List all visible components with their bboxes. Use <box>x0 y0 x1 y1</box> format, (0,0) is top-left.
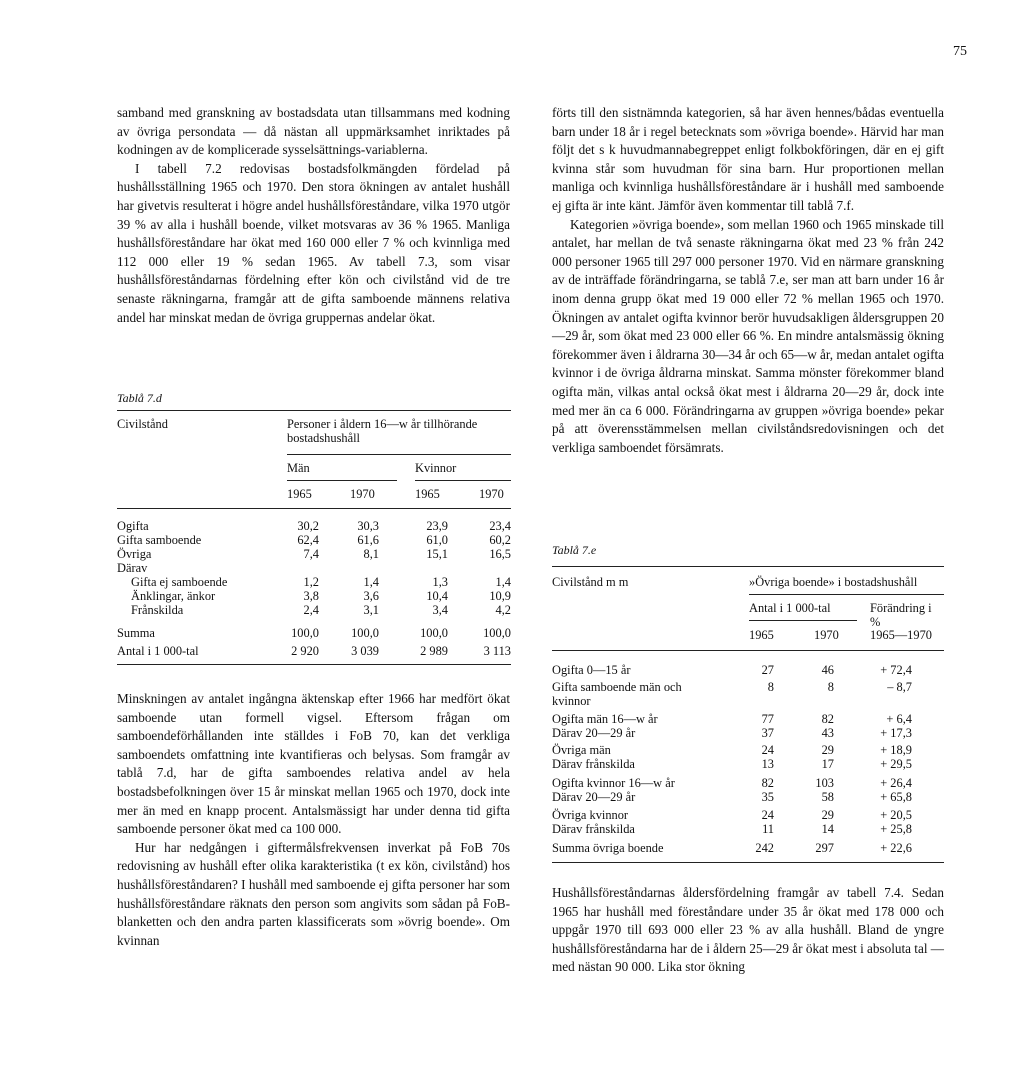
summa-value: 297 <box>815 841 834 855</box>
row-value: 1,4 <box>495 575 511 589</box>
summa-value: 100,0 <box>351 626 379 640</box>
antal-label: Antal i 1 000-tal <box>117 644 199 658</box>
row-value: 16,5 <box>489 547 511 561</box>
table-e-label: Tablå 7.e <box>552 543 597 557</box>
row-value: + 6,4 <box>886 712 912 726</box>
summa-value: + 22,6 <box>880 841 912 855</box>
row-value: 15,1 <box>426 547 448 561</box>
row-label: Därav 20—29 år <box>552 790 636 804</box>
table-group-header: Kvinnor <box>415 461 457 475</box>
row-value: 29 <box>821 743 834 757</box>
row-value: – 8,7 <box>887 680 912 694</box>
row-label: Ogifta <box>117 519 149 533</box>
row-value: 27 <box>761 663 774 677</box>
row-value: 8,1 <box>363 547 379 561</box>
table-year-header: 1970 <box>479 487 504 501</box>
row-label: Därav <box>117 561 148 575</box>
table-rule <box>415 480 511 481</box>
row-value: 37 <box>761 726 774 740</box>
row-value: + 17,3 <box>880 726 912 740</box>
table-year-header: 1965 <box>287 487 312 501</box>
row-value: 10,4 <box>426 589 448 603</box>
row-value: 103 <box>815 776 834 790</box>
table-group-header: Män <box>287 461 310 475</box>
table-header: Personer i åldern 16—w år tillhörande bostadshushåll <box>287 417 478 445</box>
row-label: Gifta ej samboende <box>131 575 228 589</box>
table-rule <box>117 410 511 411</box>
row-label: Frånskilda <box>131 603 184 617</box>
table-header: Civilstånd m m <box>552 575 629 589</box>
left-column-top-text <box>117 104 510 327</box>
table-rule <box>552 650 944 651</box>
row-label: Övriga kvinnor <box>552 808 629 822</box>
row-value: 61,6 <box>357 533 379 547</box>
row-value: 24 <box>761 743 774 757</box>
row-value: 1,2 <box>303 575 319 589</box>
page-number: 75 <box>953 44 967 59</box>
row-value: 4,2 <box>495 603 511 617</box>
table-rule <box>749 620 857 621</box>
row-value: + 72,4 <box>880 663 912 677</box>
row-value: 8 <box>767 680 774 694</box>
row-label: Ogifta kvinnor 16—w år <box>552 776 675 790</box>
row-value: 58 <box>821 790 834 804</box>
row-label: Därav 20—29 år <box>552 726 636 740</box>
row-value: 17 <box>821 757 834 771</box>
paragraph: Hur har nedgången i giftermålsfrekvensen inverkat på FoB 70s redovisning av hushåll efter olika karakteristika (t ex kön, civilstånd) hos hushållsföreståndaren? I hushåll med samboende ej gifta personer har som hushållsföreståndare räknats den person som angivits som sådan på FoB-blanketten och den andra parten klassificerats som »övrig boende». Om kvinnan <box>117 839 510 948</box>
table-rule <box>552 862 944 863</box>
row-value: 3,1 <box>363 603 379 617</box>
table-year-header: 1965—1970 <box>870 628 932 642</box>
row-label: Därav frånskilda <box>552 822 635 836</box>
row-value: 60,2 <box>489 533 511 547</box>
table-rule <box>287 480 397 481</box>
row-label: Gifta samboende <box>117 533 202 547</box>
table-d-label: Tablå 7.d <box>117 391 162 405</box>
row-value: 61,0 <box>426 533 448 547</box>
summa-label: Summa övriga boende <box>552 841 664 855</box>
row-value: 11 <box>762 822 774 836</box>
paragraph: Hushållsföreståndarnas åldersfördelning framgår av tabell 7.4. Sedan 1965 har hushåll med föreståndare under 35 år ökat med 178 000 och uppgår 1970 till 693 000 eller 23 % av alla hushåll. Bland de yngre hushållsföreståndarna har de i åldern 25—29 år ökat mest i absoluta tal — med nästan 90 000. Lika stor ökning <box>552 885 944 975</box>
row-label: Änklingar, änkor <box>131 589 216 603</box>
summa-value: 100,0 <box>420 626 448 640</box>
row-value: + 25,8 <box>880 822 912 836</box>
row-value: + 18,9 <box>880 743 912 757</box>
antal-value: 3 039 <box>351 644 379 658</box>
table-header: »Övriga boende» i bostadshushåll <box>749 575 918 589</box>
table-group-header: Antal i 1 000-tal <box>749 601 831 615</box>
row-value: 82 <box>821 712 834 726</box>
row-value: + 26,4 <box>880 776 912 790</box>
table-d <box>117 410 511 666</box>
table-rule <box>552 566 944 567</box>
summa-label: Summa <box>117 626 155 640</box>
paragraph: förts till den sistnämnda kategorien, så har även hennes/bådas eventuella barn under 18 år i regel betecknats som »övriga boende». Härvid har man följt det s k huvudmannabegreppet enligt folkbokföringen, där en ej gift kvinna står som huvudman för sina barn. Hur proportionen mellan manliga och kvinnliga hushållsföreståndare är i hushåll med samboende ej gifta är inte känt. Jämför även kommentar till tablå 7.f. <box>552 105 944 213</box>
table-rule <box>117 508 511 509</box>
left-column-bottom-text <box>117 690 510 950</box>
row-label: Ogifta män 16—w år <box>552 712 658 726</box>
row-value: 23,4 <box>489 519 511 533</box>
row-value: 30,2 <box>297 519 319 533</box>
antal-value: 2 920 <box>291 644 319 658</box>
row-value: 1,3 <box>432 575 448 589</box>
row-label: Gifta samboende män och kvinnor <box>552 680 682 708</box>
antal-value: 2 989 <box>420 644 448 658</box>
row-label: Övriga män <box>552 743 611 757</box>
summa-value: 242 <box>755 841 774 855</box>
row-value: 35 <box>761 790 774 804</box>
paragraph: Minskningen av antalet ingångna äktenskap efter 1966 har medfört ökat samboende utan formell vigsel. Eftersom frågan om samboendeförhållanden inte ställdes i FoB 70, kan det verkliga samboendets omfattning inte kvantifieras och belysas. Som framgår av tablå 7.d, har de gifta samboendes relativa andel av hela bostadsbefolkningen över 15 år minskat mellan 1965 och 1970, dock inte mer än med en knapp procent. Antalsmässigt har under denna tid gifta samboende personer ökat med ca 100 000. <box>117 691 510 837</box>
table-rule <box>117 664 511 665</box>
table-e <box>552 566 944 866</box>
row-value: 24 <box>761 808 774 822</box>
row-value: 13 <box>761 757 774 771</box>
row-value: 14 <box>821 822 834 836</box>
row-value: 1,4 <box>363 575 379 589</box>
table-group-header: Förändring i % <box>870 601 932 629</box>
table-rule <box>287 454 511 455</box>
row-value: 30,3 <box>357 519 379 533</box>
row-value: 29 <box>821 808 834 822</box>
row-value: 46 <box>821 663 834 677</box>
row-value: 3,6 <box>363 589 379 603</box>
paragraph: Kategorien »övriga boende», som mellan 1960 och 1965 minskade till antalet, har mellan de två senaste räkningarna ökat med 23 % från 242 000 personer 1965 till 297 000 personer 1970. Vid en närmare granskning av de inträffade förändringarna, se tablå 7.e, ser man att barn under 16 år inom denna grupp ökat med 19 000 eller 72 % mellan 1965 och 1970. Ökningen av antalet ogifta kvinnor berör huvudsakligen åldersgruppen 20—29 år, som ökat med 23 000 eller 66 %. En mindre antalsmässig ökning förekommer även i åldrarna 30—34 år och 65—w år, medan antalet ogifta kvinnor i de övriga åldrarna minskat. Samma mönster förekommer bland ogifta män, vilkas antal också ökat mest i åldrarna 20—29 år, dock inte med mer än ca 6 000. Förändringarna av gruppen »övriga boende» pekar på att överensstämmelsen mellan civilståndsredovisningen och det verkliga samboendet försämrats. <box>552 216 945 455</box>
row-value: + 20,5 <box>880 808 912 822</box>
row-value: 3,8 <box>303 589 319 603</box>
table-year-header: 1965 <box>749 628 774 642</box>
row-value: + 29,5 <box>880 757 912 771</box>
summa-value: 100,0 <box>291 626 319 640</box>
summa-value: 100,0 <box>483 626 511 640</box>
table-header: Civilstånd <box>117 417 168 431</box>
row-label: Ogifta 0—15 år <box>552 663 631 677</box>
row-value: 77 <box>761 712 774 726</box>
antal-value: 3 113 <box>483 644 511 658</box>
row-value: 7,4 <box>303 547 319 561</box>
right-column-bottom-text <box>552 884 944 977</box>
table-rule <box>749 594 944 595</box>
row-value: 23,9 <box>426 519 448 533</box>
row-value: + 65,8 <box>880 790 912 804</box>
table-year-header: 1970 <box>814 628 839 642</box>
row-value: 3,4 <box>432 603 448 617</box>
row-label: Övriga <box>117 547 152 561</box>
right-column-top-text <box>552 104 944 457</box>
table-year-header: 1970 <box>350 487 375 501</box>
row-value: 2,4 <box>303 603 319 617</box>
paragraph: samband med granskning av bostadsdata utan tillsammans med kodning av övriga persondata — då nästan all uppmärksamhet inriktades på kodningen av de komplicerade sysselsättnings-variablerna. <box>117 105 510 158</box>
paragraph: I tabell 7.2 redovisas bostadsfolkmängden fördelad på hushållsställning 1965 och 1970. Den stora ökningen av antalet hushåll har givetvis resulterat i högre andel hushållsföreståndare, vilka 1970 utgör 39 % av alla i hushåll boende, vilket motsvaras av 36 % 1965. Manliga hushållsföreståndare har ökat med 160 000 eller 7 % och kvinnliga med 112 000 eller 19 % sedan 1965. Av tabell 7.3, som visar hushållsföreståndarnas fördelning efter kön och civilstånd vid de tre senaste räkningarna, framgår att de gifta samboende männens relativa andel har minskat medan de övriga gruppernas andelar ökat. <box>117 160 510 325</box>
row-value: 82 <box>761 776 774 790</box>
row-value: 62,4 <box>297 533 319 547</box>
row-value: 8 <box>827 680 834 694</box>
row-value: 10,9 <box>489 589 511 603</box>
row-label: Därav frånskilda <box>552 757 635 771</box>
row-value: 43 <box>821 726 834 740</box>
table-year-header: 1965 <box>415 487 440 501</box>
